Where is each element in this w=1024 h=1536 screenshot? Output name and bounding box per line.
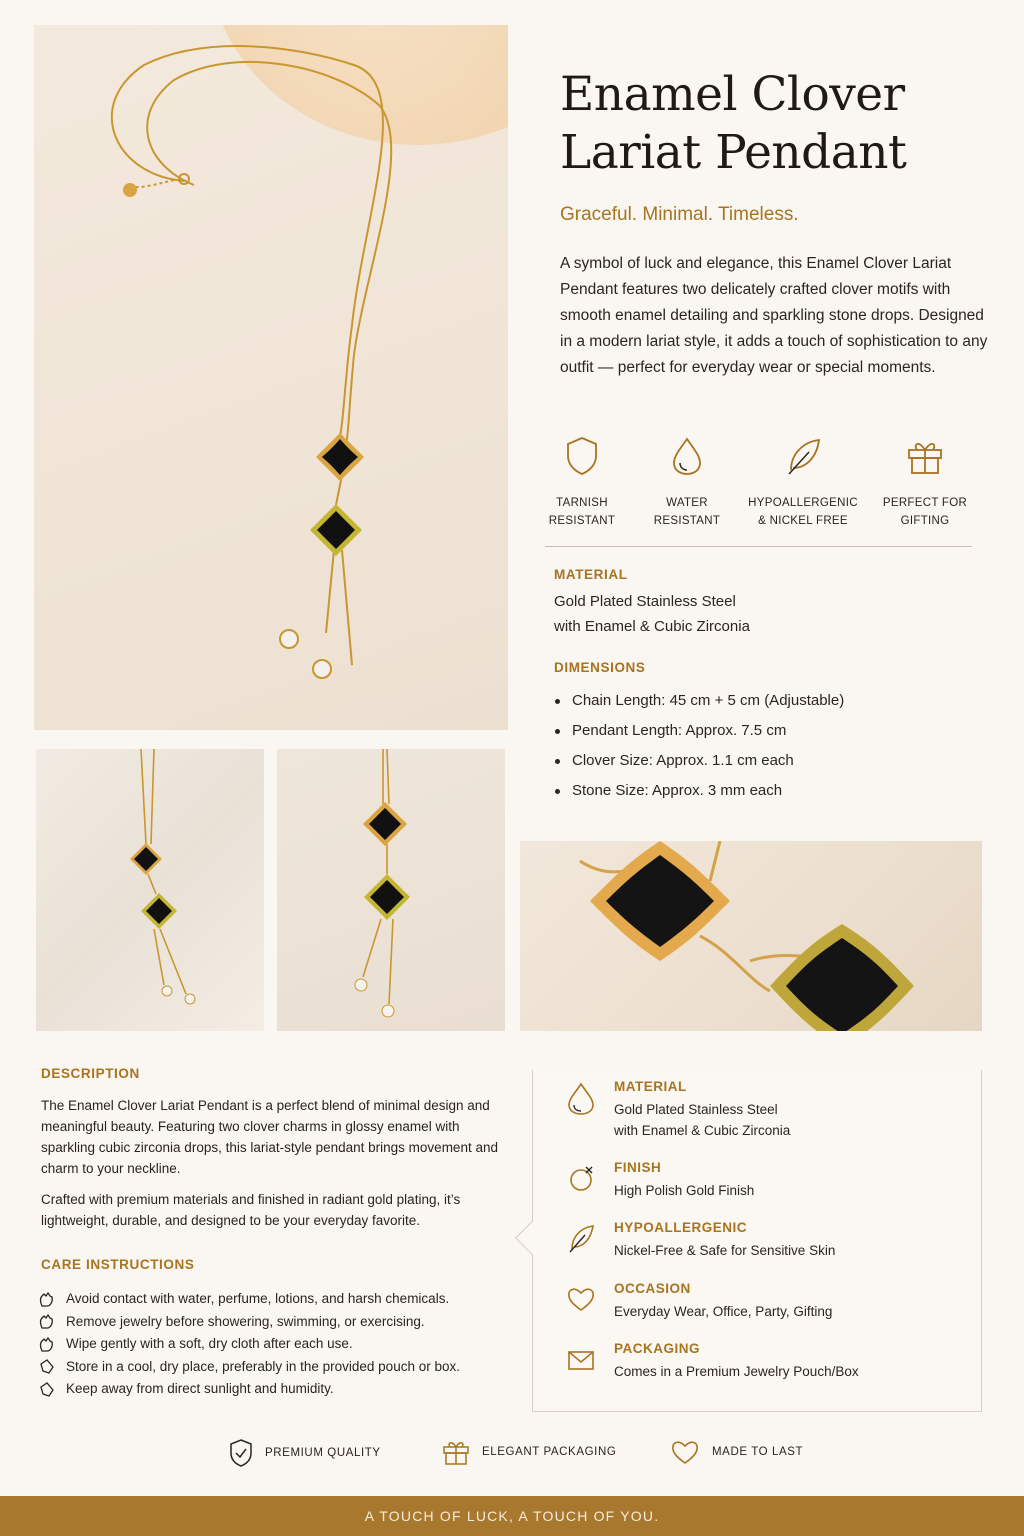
heart-icon — [566, 1284, 596, 1314]
care-list — [38, 1288, 460, 1401]
water-drop-icon — [670, 436, 704, 476]
detail-image-flat — [277, 749, 505, 1031]
gift-icon — [905, 436, 945, 476]
material-line1: Gold Plated Stainless Steel — [554, 593, 736, 610]
heart-icon — [670, 1438, 700, 1466]
intro-paragraph: A symbol of luck and elegance, this Enamel Clover Lariat Pendant features two delicately crafted clover motifs with smooth enamel detailing and sparkling stone drops. Designed in a modern lariat style, it adds a touch of sophistication to any outfit — perfect for everyday wear or special moments. — [560, 255, 988, 376]
spec-heading: FINISH — [614, 1160, 662, 1175]
footer-banner: A TOUCH OF LUCK, A TOUCH OF YOU. — [0, 1496, 1024, 1536]
leaf-icon — [783, 436, 823, 476]
badge-made-to-last — [670, 1438, 803, 1466]
badge-premium-quality — [229, 1438, 381, 1468]
shield-icon — [565, 436, 599, 476]
spec-material — [566, 1078, 790, 1141]
spec-packaging — [566, 1340, 859, 1382]
list-item: Chain Length: 45 cm + 5 cm (Adjustable) — [555, 686, 844, 716]
necklace-thumb-illustration-2 — [277, 749, 505, 1031]
list-item: Pendant Length: Approx. 7.5 cm — [555, 716, 844, 746]
hand-icon — [38, 1358, 55, 1375]
care-heading: CARE INSTRUCTIONS — [41, 1257, 195, 1272]
dimensions-heading: DIMENSIONS — [554, 660, 646, 675]
necklace-illustration — [34, 25, 508, 730]
description-paragraph-2: Crafted with premium materials and finished in radiant gold plating, it’s lightweight, durable, and designed to be your everyday favorite. — [41, 1192, 461, 1228]
badge-elegant-packaging — [442, 1438, 616, 1466]
hand-icon — [38, 1381, 55, 1398]
care-item-text: Keep away from direct sunlight and humidity. — [66, 1381, 334, 1396]
hand-icon — [38, 1336, 55, 1353]
detail-image-fabric — [36, 749, 264, 1031]
list-item: Stone Size: Approx. 3 mm each — [555, 776, 844, 806]
feature-label-line1: PERFECT FOR — [882, 497, 968, 509]
leaf-icon — [566, 1223, 596, 1253]
clover-closeup-illustration — [520, 841, 982, 1031]
badge-label: PREMIUM QUALITY — [265, 1447, 381, 1459]
feature-label-line2: GIFTING — [900, 515, 950, 527]
feature-label-line1: HYPOALLERGENIC — [748, 497, 858, 509]
spec-value: Comes in a Premium Jewelry Pouch/Box — [614, 1364, 859, 1379]
envelope-icon — [566, 1344, 596, 1374]
feature-hypoallergenic — [748, 436, 858, 530]
list-item — [38, 1288, 460, 1311]
drop-icon — [566, 1082, 596, 1116]
spec-heading: MATERIAL — [614, 1079, 687, 1094]
feature-label-line1: WATER — [666, 497, 708, 509]
closeup-image — [520, 841, 982, 1031]
feature-label-line2: RESISTANT — [653, 515, 721, 527]
shield-check-icon — [229, 1438, 253, 1468]
feature-label-line1: TARNISH — [556, 497, 608, 509]
title-line-1: Enamel Clover — [560, 67, 905, 122]
feature-label-line2: & NICKEL FREE — [758, 515, 848, 527]
feature-label-line2: RESISTANT — [548, 515, 616, 527]
feature-tarnish-resistant — [527, 436, 637, 530]
spec-hypoallergenic — [566, 1219, 835, 1261]
product-title — [560, 66, 1000, 182]
spec-value: High Polish Gold Finish — [614, 1183, 755, 1198]
list-item: Clover Size: Approx. 1.1 cm each — [555, 746, 844, 776]
feature-water-resistant — [632, 436, 742, 530]
hand-icon — [38, 1313, 55, 1330]
list-item — [38, 1356, 460, 1379]
title-line-2: Lariat Pendant — [560, 125, 907, 180]
care-item-text: Remove jewelry before showering, swimming, or exercising. — [66, 1313, 425, 1329]
feature-gifting — [870, 436, 980, 530]
list-item — [38, 1333, 460, 1356]
spec-heading: OCCASION — [614, 1281, 691, 1296]
spec-value: Nickel-Free & Safe for Sensitive Skin — [614, 1243, 836, 1258]
list-item — [38, 1311, 460, 1334]
spec-occasion — [566, 1280, 832, 1322]
divider — [545, 546, 972, 547]
sparkle-icon — [566, 1163, 596, 1193]
tagline: Graceful. Minimal. Timeless. — [560, 204, 799, 225]
badge-label: ELEGANT PACKAGING — [482, 1446, 617, 1458]
care-item-text: Wipe gently with a soft, dry cloth after each use. — [66, 1336, 353, 1351]
spec-finish — [566, 1159, 754, 1201]
spec-value: Everyday Wear, Office, Party, Gifting — [614, 1304, 833, 1319]
hero-product-image — [34, 25, 508, 730]
dimensions-list — [555, 686, 844, 806]
spec-value: Gold Plated Stainless Steel — [614, 1102, 778, 1117]
material-heading: MATERIAL — [554, 567, 628, 582]
badge-label: MADE TO LAST — [712, 1446, 804, 1458]
spec-value-2: with Enamel & Cubic Zirconia — [614, 1123, 791, 1138]
necklace-thumb-illustration — [36, 749, 264, 1031]
gift-icon — [442, 1438, 470, 1466]
hand-icon — [38, 1291, 55, 1308]
material-text — [554, 589, 854, 639]
description-heading: DESCRIPTION — [41, 1066, 140, 1081]
care-item-text: Store in a cool, dry place, preferably in the provided pouch or box. — [66, 1358, 460, 1374]
material-line2: with Enamel & Cubic Zirconia — [554, 618, 750, 635]
description-paragraph-1: The Enamel Clover Lariat Pendant is a perfect blend of minimal design and meaningful beauty. Featuring two clover charms in glossy enamel with sparkling cubic zirconia drops, this lariat-style pendant brings movement and charm to your neckline. — [41, 1098, 498, 1176]
care-item-text: Avoid contact with water, perfume, lotions, and harsh chemicals. — [66, 1291, 450, 1306]
list-item — [38, 1378, 460, 1401]
spec-heading: HYPOALLERGENIC — [614, 1220, 748, 1235]
spec-heading: PACKAGING — [614, 1341, 701, 1356]
